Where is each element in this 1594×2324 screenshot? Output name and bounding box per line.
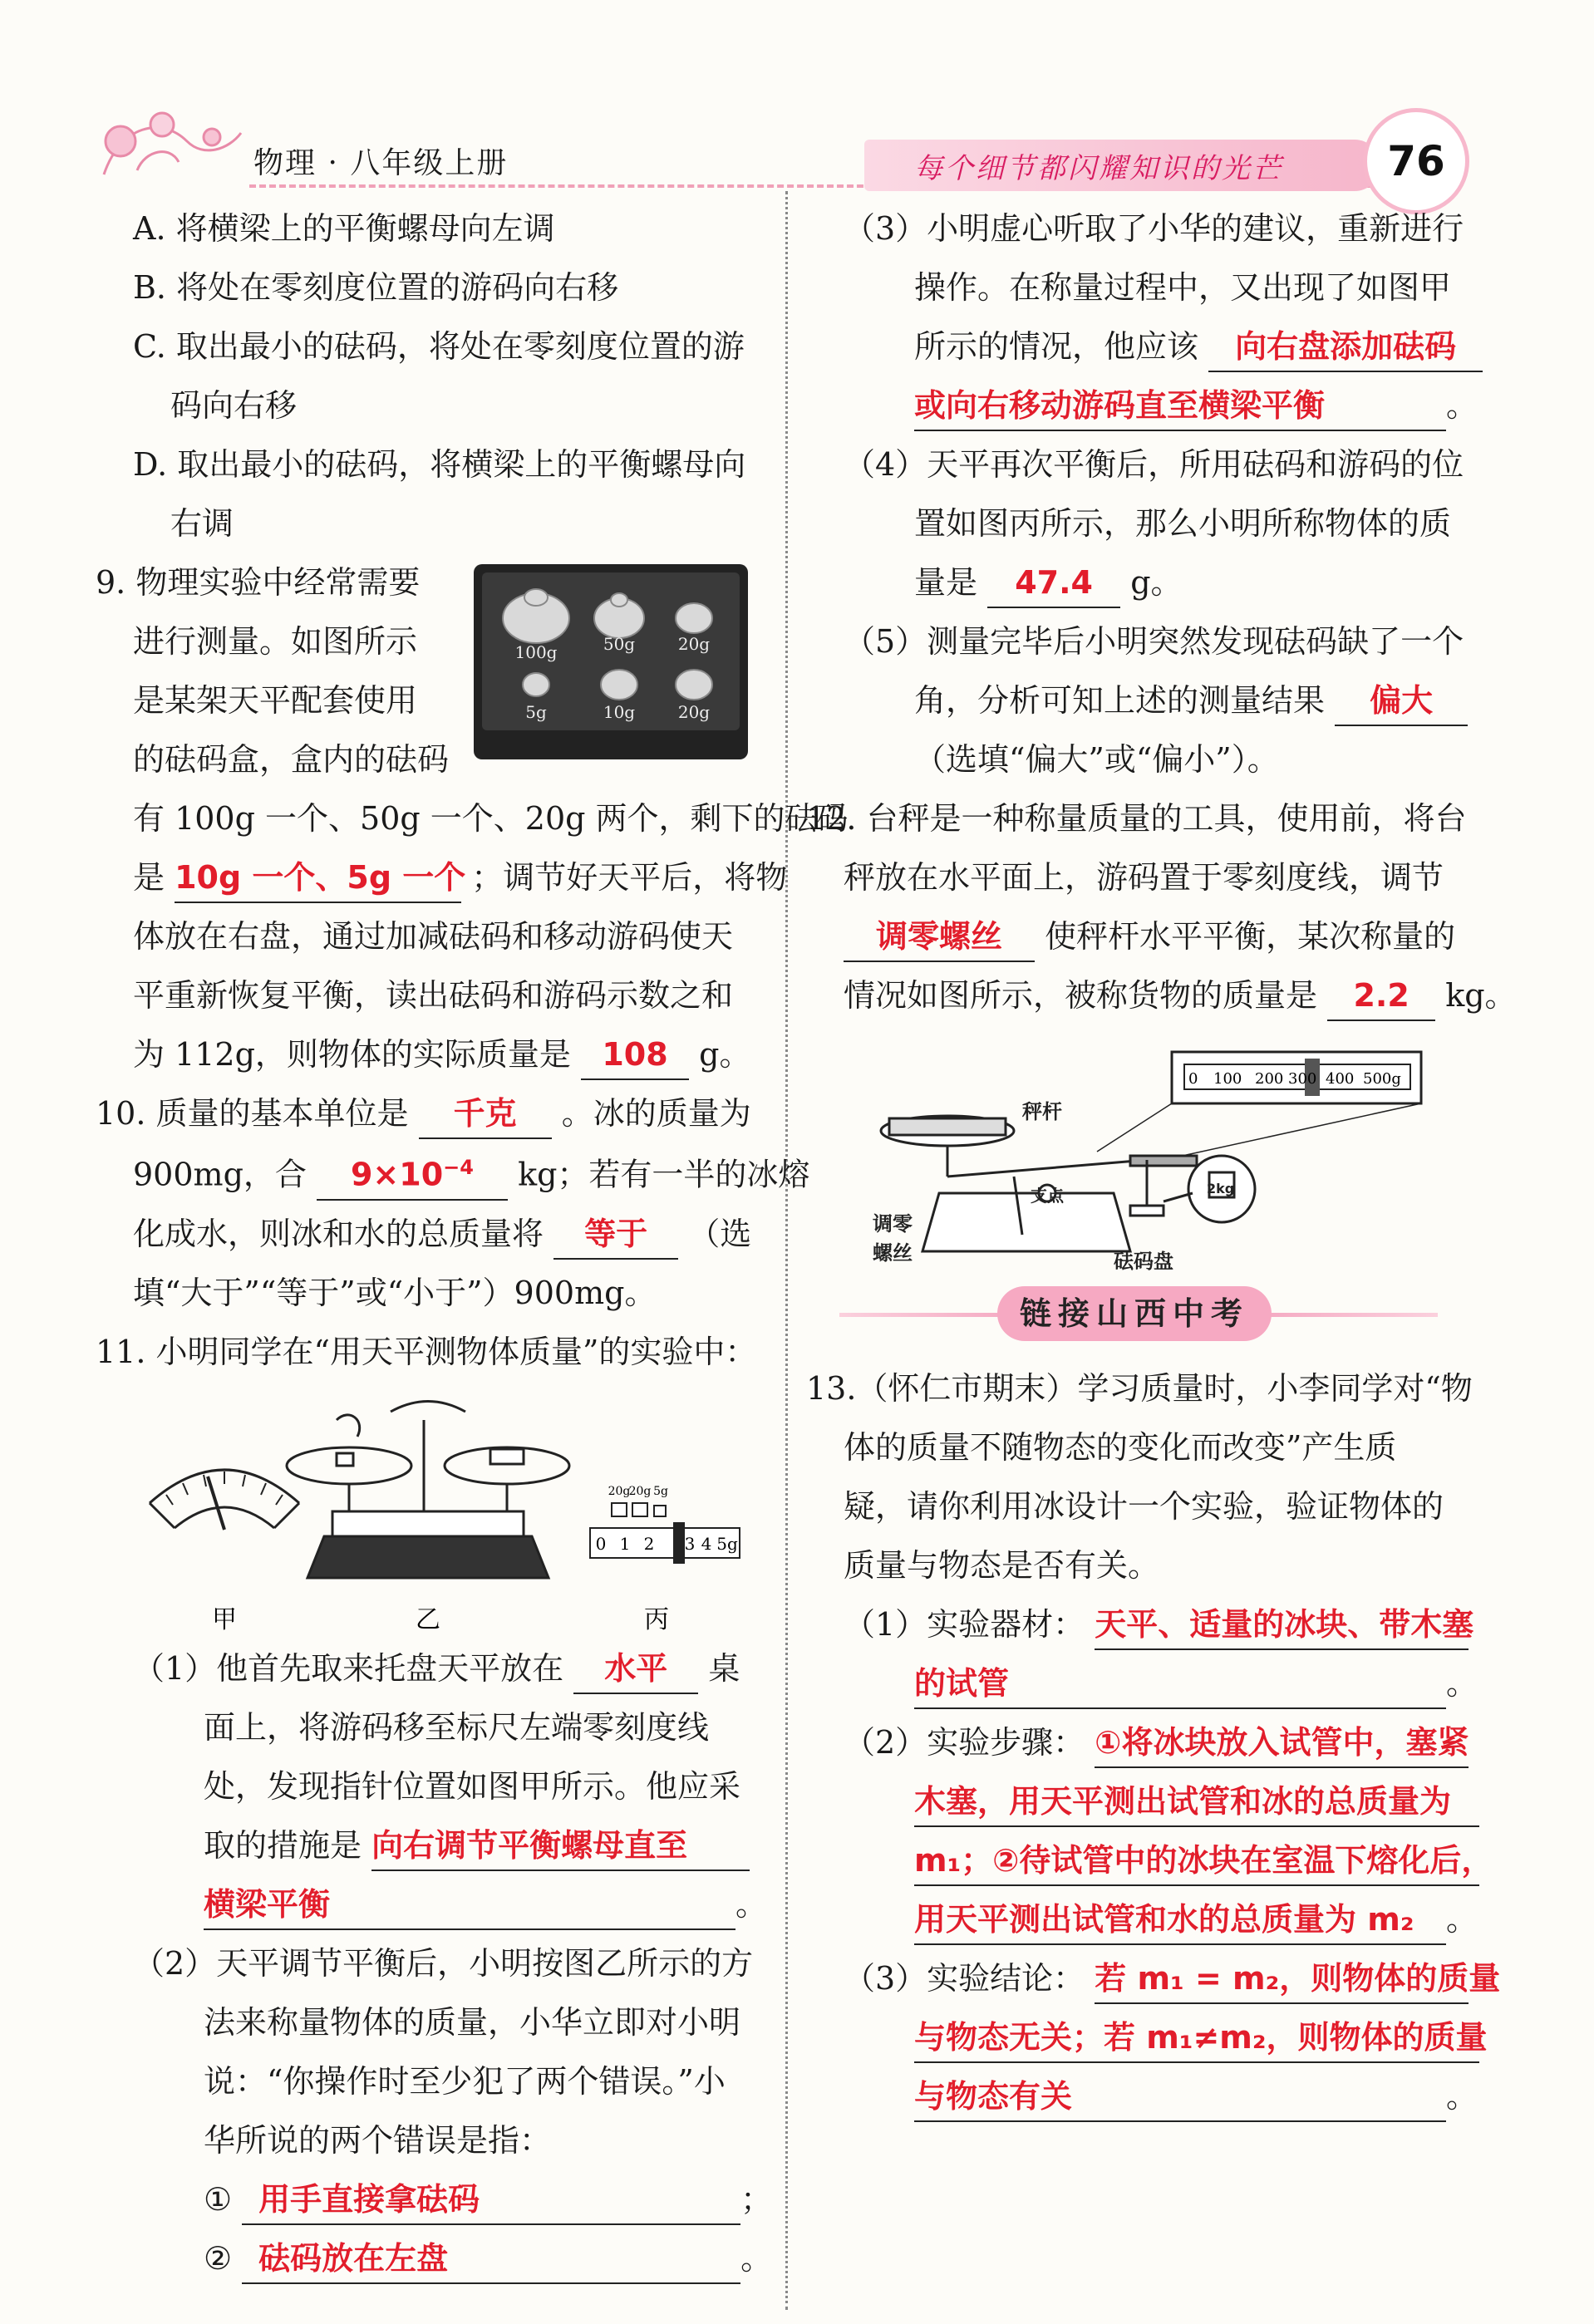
q11-p2-line-2: 法来称量物体的质量，小华立即对小明 [204, 2003, 741, 2041]
left-column [96, 199, 849, 2288]
q13-p3-line-1: （3）实验结论： 若 m₁ = m₂，则物体的质量 [806, 1949, 1471, 2008]
q12-answer-mass: 2.2 [1327, 971, 1435, 1021]
fig-label-bing: 丙 [644, 1604, 669, 1634]
q11-p5-line-2: 角，分析可知上述的测量结果 偏大 [806, 671, 1471, 730]
q8-option-c: C. 取出最小的砝码，将处在零刻度位置的游 [133, 328, 745, 365]
svg-text:1: 1 [619, 1533, 631, 1554]
q12-answer-screw: 调零螺丝 [844, 912, 1035, 962]
q9-answer-remaining-weights: 10g 一个、5g 一个 [175, 853, 461, 903]
q10-answer-unit: 千克 [419, 1089, 552, 1139]
section-title: 链接山西中考 [997, 1286, 1272, 1341]
q12-line-3: 调零螺丝 使秤杆水平平衡，某次称量的 [806, 907, 1471, 966]
svg-text:2kg: 2kg [1207, 1181, 1235, 1196]
right-column [806, 199, 1517, 2126]
balance-figure [287, 1401, 569, 1578]
q13-p3-line-2 [806, 2008, 1488, 2067]
q11-answer-measure-a: 向右调节平衡螺母直至 [371, 1821, 750, 1871]
q10-line-3: 化成水，则冰和水的总质量将 等于 （选 [96, 1205, 765, 1264]
platform-scale-figure [873, 1035, 1438, 1276]
floral-ornament-icon [87, 91, 253, 191]
svg-text:500g: 500g [1363, 1070, 1401, 1088]
q11-p4-line-2: 置如图丙所示，那么小明所称物体的质 [914, 505, 1452, 542]
svg-text:调零: 调零 [873, 1212, 913, 1236]
q11-p3-line-4: 或向右移动游码直至横梁平衡 。 [806, 376, 1471, 435]
pointer-dial-figure [150, 1470, 299, 1530]
q8-option-d: D. 取出最小的砝码，将横梁上的平衡螺母向 [133, 446, 746, 483]
svg-text:100: 100 [1213, 1070, 1242, 1088]
q13-line-1: 13.（怀仁市期末）学习质量时，小李同学对“物 [806, 1370, 1473, 1407]
book-title: 物理 · 八年级上册 [253, 146, 509, 180]
weight-box-image [470, 560, 752, 764]
svg-text:秤杆: 秤杆 [1022, 1100, 1062, 1123]
q11-p5-line-3: （选填“偏大”或“偏小”）。 [914, 741, 1279, 778]
q10-line-2: 900mg，合 $9\times 10^{-4}$ kg；若有一半的冰熔 [96, 1143, 765, 1205]
q13-answer-steps-c: m₁；②待试管中的冰块在室温下熔化后， [914, 1836, 1479, 1886]
svg-text:20g: 20g [608, 1484, 631, 1498]
q10-answer-compare: 等于 [553, 1210, 678, 1260]
q11-p4-line-1: （4）天平再次平衡后，所用砝码和游码的位 [844, 446, 1464, 483]
q13-answer-apparatus-b: 的试管 [914, 1659, 1446, 1709]
q13-answer-conclusion-b: 与物态无关；若 m₁≠m₂，则物体的质量 [914, 2013, 1479, 2063]
q9-line-4: 的砝码盒，盒内的砝码 [133, 741, 450, 778]
svg-text:5g: 5g [653, 1484, 668, 1498]
q11-stem: 11. 小明同学在“用天平测物体质量”的实验中： [96, 1333, 757, 1370]
q11-answer-error-1: 用手直接拿砝码 [242, 2175, 740, 2225]
q10-line-1: 10. 质量的基本单位是 千克 。冰的质量为 [96, 1084, 765, 1143]
q13-p1-line-2: 的试管 。 [806, 1654, 1471, 1713]
q13-p1-line-1: （1）实验器材： 天平、适量的冰块、带木塞 [806, 1595, 1471, 1654]
section-banner [806, 1283, 1471, 1346]
svg-text:2: 2 [643, 1533, 655, 1554]
q13-line-4: 质量与物态是否有关。 [844, 1547, 1160, 1584]
fig-label-jia: 甲 [212, 1604, 237, 1634]
q11-p1-line-4: 取的措施是 向右调节平衡螺母直至 [96, 1816, 765, 1875]
q13-answer-steps-d: 用天平测出试管和水的总质量为 m₂ [914, 1895, 1446, 1945]
q13-p2-line-1: （2）实验步骤： ①将冰块放入试管中，塞紧 [806, 1713, 1471, 1772]
q8-option-b: B. 将处在零刻度位置的游码向右移 [133, 269, 619, 306]
q11-p3-line-2: 操作。在称量过程中，又出现了如图甲 [914, 269, 1452, 306]
q8-option-d-cont: 右调 [170, 505, 234, 542]
q11-p2-line-1: （2）天平调节平衡后，小明按图乙所示的方 [133, 1944, 754, 1982]
q11-p5-line-1: （5）测量完毕后小明突然发现砝码缺了一个 [844, 623, 1464, 660]
q11-p1-line-2: 面上，将游码移至标尺左端零刻度线 [204, 1708, 710, 1746]
q11-answer-measure-b: 横梁平衡 [204, 1880, 736, 1930]
q13-line-3: 疑，请你利用冰设计一个实验，验证物体的 [844, 1488, 1444, 1525]
q11-p1-line-5: 横梁平衡 。 [96, 1875, 765, 1934]
q13-answer-steps-b: 木塞，用天平测出试管和冰的总质量为 [914, 1777, 1479, 1827]
q11-error-1: ① 用手直接拿砝码 ； [96, 2170, 765, 2229]
svg-text:螺丝: 螺丝 [873, 1241, 913, 1265]
q11-p3-line-1: （3）小明虚心听取了小华的建议，重新进行 [844, 210, 1464, 247]
q9-answer-mass: 108 [581, 1030, 689, 1080]
q11-answer-surface: 水平 [573, 1644, 698, 1694]
weight-label-20g-b: 20g [677, 702, 711, 722]
q8-option-a: A. 将横梁上的平衡螺母向左调 [133, 210, 555, 247]
rider-scale-figure [590, 1485, 740, 1564]
q9-line-6: 是 10g 一个、5g 一个 ；调节好天平后，将物 [96, 848, 765, 907]
fig-label-yi: 乙 [416, 1604, 440, 1634]
svg-text:0: 0 [595, 1533, 607, 1554]
q9-block [96, 553, 765, 789]
svg-text:3: 3 [684, 1533, 696, 1554]
svg-text:300: 300 [1288, 1070, 1317, 1088]
q11-error-2: ② 砝码放在左盘 。 [96, 2229, 765, 2288]
q9-line-1: 9. 物理实验中经常需要 [96, 564, 421, 601]
svg-text:支点: 支点 [1031, 1186, 1064, 1206]
q10-answer-conversion: $9\times 10^{-4}$ [317, 1143, 508, 1201]
q13-answer-steps-a: ①将冰块放入试管中，塞紧 [1095, 1718, 1469, 1768]
q11-answer-p4-mass: 47.4 [987, 558, 1120, 608]
q12-line-1: 12. 台秤是一种称量质量的工具，使用前，将台 [806, 800, 1467, 837]
column-divider [785, 191, 788, 2310]
q13-answer-conclusion-c: 与物态有关 [914, 2072, 1446, 2122]
svg-text:砝码盘: 砝码盘 [1114, 1250, 1173, 1273]
q8-option-c-cont: 码向右移 [170, 387, 298, 424]
q11-answer-p3-a: 向右盘添加砝码 [1208, 322, 1483, 372]
q9-line-8: 平重新恢复平衡，读出砝码和游码示数之和 [133, 977, 734, 1014]
svg-text:20g: 20g [628, 1484, 652, 1498]
q9-line-9: 为 112g，则物体的实际质量是 108 g。 [96, 1025, 765, 1084]
q11-p1-line-3: 处，发现指针位置如图甲所示。他应采 [204, 1767, 741, 1805]
q13-answer-apparatus-a: 天平、适量的冰块、带木塞 [1095, 1600, 1469, 1650]
svg-text:4: 4 [701, 1533, 712, 1554]
q9-line-3: 是某架天平配套使用 [133, 682, 418, 719]
q11-p4-line-3: 量是 47.4 g。 [806, 553, 1471, 612]
balance-figures [141, 1387, 748, 1636]
svg-text:5g: 5g [716, 1533, 738, 1554]
weight-label-100g: 100g [514, 642, 558, 662]
q13-line-2: 体的质量不随物态的变化而改变”产生质 [844, 1429, 1397, 1466]
page-number: 76 [1363, 108, 1469, 214]
q13-p3-line-3: 与物态有关 。 [806, 2067, 1471, 2126]
weight-label-10g: 10g [603, 702, 636, 722]
weight-label-50g: 50g [603, 634, 636, 654]
q11-answer-error-2: 砝码放在左盘 [242, 2234, 740, 2284]
svg-text:0: 0 [1188, 1070, 1198, 1088]
q11-answer-p3-b: 或向右移动游码直至横梁平衡 [914, 381, 1446, 431]
q12-line-4: 情况如图所示，被称货物的质量是 2.2 kg。 [806, 966, 1471, 1025]
q9-line-2: 进行测量。如图所示 [133, 623, 418, 660]
svg-text:400: 400 [1326, 1070, 1355, 1088]
q13-p2-line-3 [806, 1831, 1493, 1890]
q13-p2-line-2 [806, 1772, 1471, 1831]
q9-line-5: 有 100g 一个、50g 一个、20g 两个，剩下的砝码 [133, 800, 849, 837]
q13-p2-line-4: 用天平测出试管和水的总质量为 m₂ 。 [806, 1890, 1471, 1949]
q13-answer-conclusion-a: 若 m₁ = m₂，则物体的质量 [1095, 1954, 1469, 2004]
q10-line-4: 填“大于”“等于”或“小于”）900mg。 [133, 1274, 657, 1311]
q11-p3-line-3: 所示的情况，他应该 向右盘添加砝码 [806, 317, 1471, 376]
weight-label-20g-a: 20g [677, 634, 711, 654]
slogan-banner: 每个细节都闪耀知识的光芒 [864, 140, 1380, 191]
q11-p1-line-1: （1）他首先取来托盘天平放在 水平 桌 [96, 1639, 765, 1698]
q12-line-2: 秤放在水平面上，游码置于零刻度线，调节 [844, 859, 1444, 896]
svg-text:200: 200 [1255, 1070, 1284, 1088]
q11-p2-line-3: 说：“你操作时至少犯了两个错误。”小 [204, 2062, 726, 2100]
q11-p2-line-4: 华所说的两个错误是指： [204, 2121, 552, 2159]
q9-line-7: 体放在右盘，通过加减砝码和移动游码使天 [133, 918, 734, 955]
q11-answer-p5: 偏大 [1335, 676, 1468, 726]
weight-label-5g: 5g [525, 702, 547, 722]
